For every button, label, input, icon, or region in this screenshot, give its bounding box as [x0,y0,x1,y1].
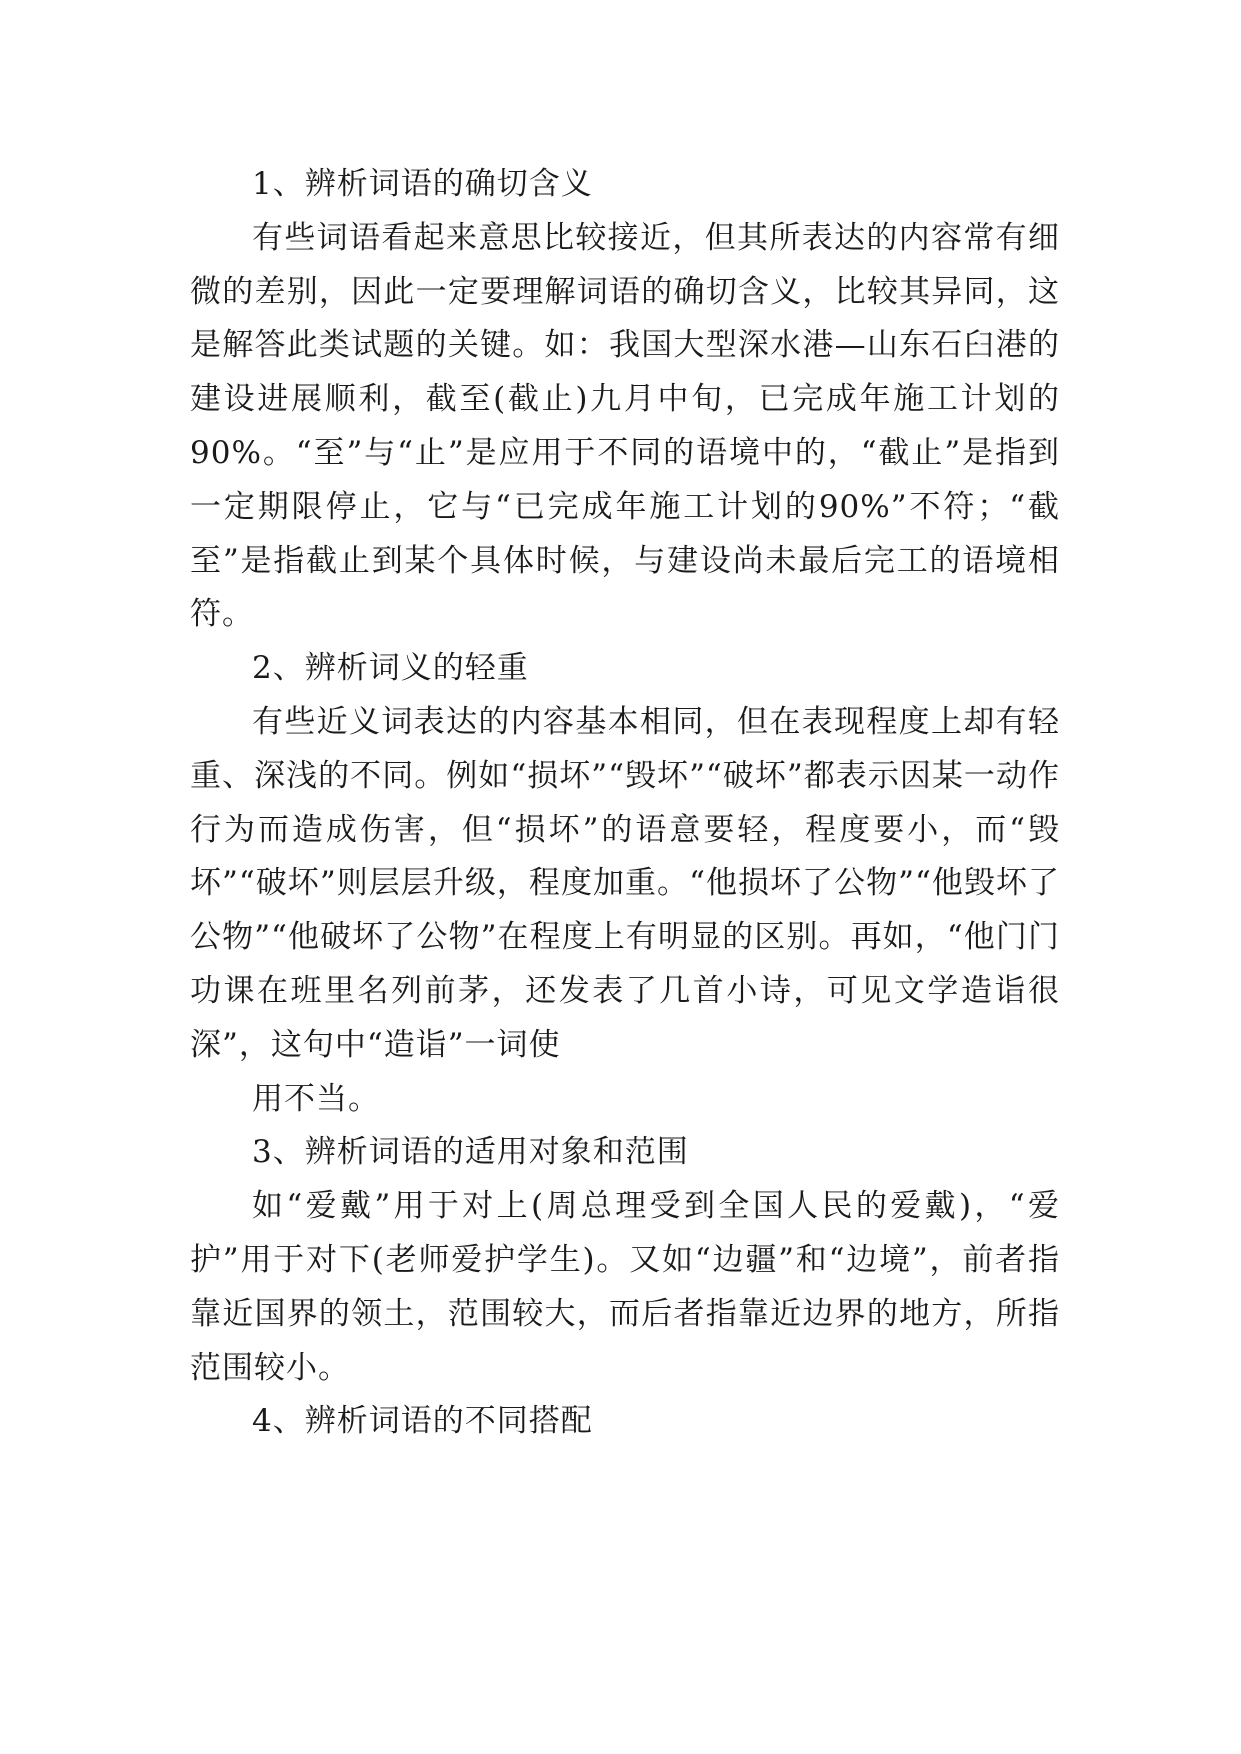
section-heading-2: 2、辨析词义的轻重 [252,650,529,687]
body-paragraph-2-continued: 用不当。 [252,1080,380,1117]
section-heading-4: 4、辨析词语的不同搭配 [252,1403,593,1440]
document-body [190,158,1060,1449]
section-heading-3: 3、辨析词语的适用对象和范围 [252,1134,689,1171]
body-paragraph-2: 有些近义词表达的内容基本相同，但在表现程度上却有轻重、深浅的不同。例如“损坏”“毁坏”“破坏”都表示因某一动作行为而造成伤害，但“损坏”的语意要轻，程度要小，而“毁坏”“破坏”则层层升级，程度加重。“他损坏了公物”“他毁坏了公物”“他破坏了公物”在程度上有明显的区别。再如，“他门门功课在班里名列前茅，还发表了几首小诗，可见文学造诣很深”，这句中“造诣”一词使 [190,703,1060,1063]
section-heading-1: 1、辨析词语的确切含义 [252,166,593,202]
body-paragraph-3: 如“爱戴”用于对上(周总理受到全国人民的爱戴)，“爱护”用于对下(老师爱护学生)。又如“边疆”和“边境”，前者指靠近国界的领土，范围较大，而后者指靠近边界的地方，所指范围较小。 [190,1188,1060,1386]
body-paragraph-1: 有些词语看起来意思比较接近，但其所表达的内容常有细微的差别，因此一定要理解词语的确切含义，比较其异同，这是解答此类试题的关键。如：我国大型深水港—山东石臼港的建设进展顺利，截至(截止)九月中旬，已完成年施工计划的90%。“至”与“止”是应用于不同的语境中的，“截止”是指到一定期限停止，它与“已完成年施工计划的90%”不符；“截至”是指截止到某个具体时候，与建设尚未最后完工的语境相符。 [190,219,1060,633]
